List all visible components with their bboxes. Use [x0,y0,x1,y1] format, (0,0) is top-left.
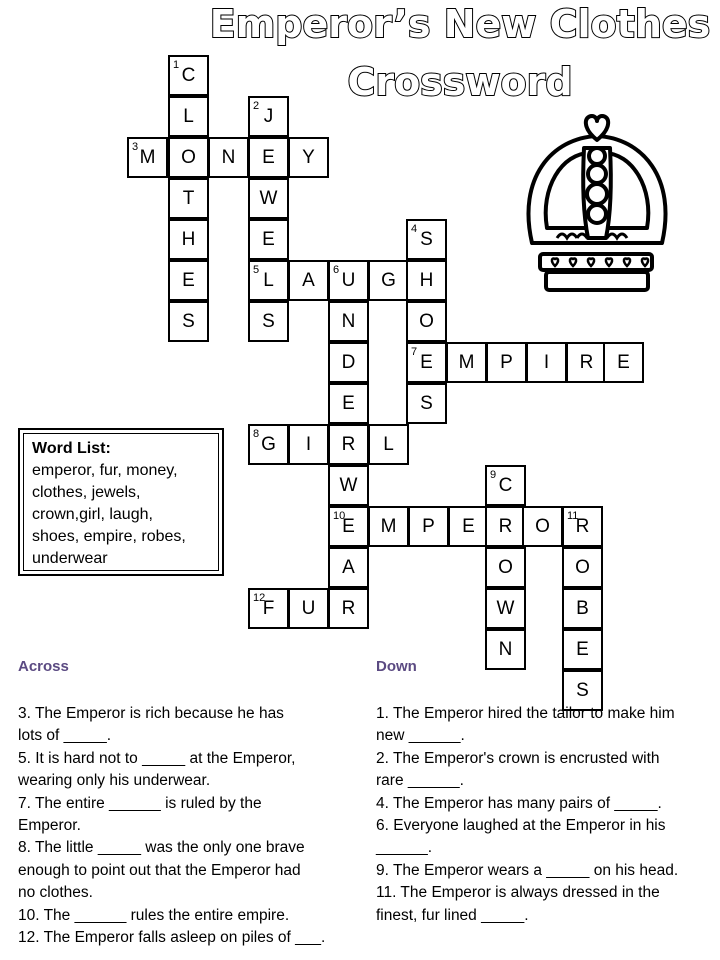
word-list-line: emperor, fur, money, [32,462,178,479]
across-clues [18,703,325,949]
crown-icon [522,108,672,300]
grid-cell-letter: S [262,310,275,332]
grid-cell-letter: L [383,433,394,455]
grid-cell [408,506,449,547]
grid-cell-letter: O [419,310,434,332]
grid-cell-letter: R [575,515,590,537]
down-clue-line: rare ______. [376,772,464,790]
grid-cell [566,342,607,383]
grid-cell [406,260,447,301]
grid-cell [168,96,209,137]
across-clue-line: 5. It is hard not to _____ at the Emperor, [18,749,296,767]
grid-cell [522,506,563,547]
grid-cell-letter: N [341,310,356,332]
grid-cell [248,137,289,178]
down-clue-line: 9. The Emperor wears a _____ on his head. [376,861,679,879]
across-clue-line: enough to point out that the Emperor had [18,861,301,879]
grid-cell [288,588,329,629]
grid-cell [368,506,409,547]
grid-cell [406,219,447,260]
grid-cell-letter: L [183,105,194,127]
across-clue-line: no clothes. [18,884,93,902]
grid-cell [485,629,526,670]
grid-cell-letter: S [420,392,433,414]
grid-cell [406,301,447,342]
grid-cell-letter: F [262,597,275,619]
grid-cell [168,137,209,178]
down-clue-line: 1. The Emperor hired the tailor to make him [376,705,675,722]
across-clue-line: 7. The entire ______ is ruled by the [18,794,262,812]
grid-cell-letter: I [305,433,312,455]
grid-cell-letter: C [181,64,196,86]
grid-cell-letter: E [420,351,433,373]
grid-cell-letter: R [579,351,594,373]
grid-cell [328,506,369,547]
grid-cell-letter: S [420,228,433,250]
grid-cell-letter: E [342,515,355,537]
word-list-line: underwear [32,550,108,567]
grid-cell [406,383,447,424]
grid-cell-letter: N [221,146,236,168]
grid-cell-number: 8 [253,428,260,440]
grid-cell [328,383,369,424]
grid-cell [562,547,603,588]
grid-cell [248,424,289,465]
grid-cell [328,547,369,588]
grid-cell-letter: W [339,474,358,496]
grid-cell-letter: T [182,187,195,209]
grid-cell [562,506,603,547]
grid-cell-number: 10 [333,510,346,522]
grid-cell-number: 3 [132,141,139,153]
grid-cell-letter: O [181,146,196,168]
grid-cell-letter: R [341,597,356,619]
grid-cell-letter: W [259,187,278,209]
grid-cell [127,137,168,178]
grid-cell-letter: S [182,310,195,332]
grid-cell [368,424,409,465]
grid-cell-number: 7 [411,346,418,358]
down-clue-line: 6. Everyone laughed at the Emperor in his [376,817,666,835]
grid-cell-letter: Y [302,146,315,168]
grid-cell-letter: E [262,228,275,250]
grid-cell [168,178,209,219]
grid-cell [288,137,329,178]
grid-cell-letter: E [262,146,275,168]
across-clue-line: wearing only his underwear. [18,772,211,790]
grid-cell [248,301,289,342]
grid-cell-letter: W [496,597,515,619]
across-clue-line: 3. The Emperor is rich because he has [18,705,284,722]
down-heading: Down [376,658,417,675]
grid-cell [485,506,526,547]
down-clue-line: finest, fur lined _____. [376,906,529,924]
word-list-line: crown,girl, laugh, [32,506,153,523]
down-clue-line: new ______. [376,727,465,745]
grid-cell-letter: B [576,597,589,619]
grid-cell [168,219,209,260]
grid-cell-letter: R [498,515,513,537]
grid-cell [603,342,644,383]
across-clue-line: Emperor. [18,817,81,835]
across-clue-line: 8. The little _____ was the only one brave [18,839,305,857]
grid-cell [248,260,289,301]
grid-cell [448,506,489,547]
grid-cell-letter: H [181,228,196,250]
word-list-line: clothes, jewels, [32,484,141,501]
grid-cell [368,260,409,301]
grid-cell-letter: E [576,638,589,660]
down-clue-line: ______. [376,839,433,857]
grid-cell-letter: S [576,679,589,701]
grid-cell-letter: A [302,269,315,291]
title-line-1: Emperor’s New Clothes [209,2,711,46]
grid-cell-letter: A [342,556,355,578]
grid-cell [208,137,249,178]
grid-cell-letter: E [182,269,195,291]
across-heading: Across [18,658,69,675]
grid-cell-letter: P [422,515,435,537]
grid-cell-letter: H [419,269,434,291]
grid-cell [562,588,603,629]
across-clue-line: 10. The ______ rules the entire empire. [18,906,290,924]
grid-cell-letter: C [498,474,513,496]
grid-cell-letter: N [498,638,513,660]
grid-cell-letter: O [575,556,590,578]
grid-cell-letter: M [139,146,156,168]
grid-cell-letter: M [380,515,397,537]
grid-cell [248,219,289,260]
grid-cell-letter: D [341,351,356,373]
grid-cell-letter: I [543,351,550,373]
grid-cell-letter: O [498,556,513,578]
down-clue-line: 2. The Emperor's crown is encrusted with [376,749,660,767]
grid-cell [248,588,289,629]
grid-cell-number: 12 [253,592,266,604]
grid-cell [248,178,289,219]
title-line-2: Crossword [347,60,573,104]
grid-cell-letter: U [341,269,356,291]
grid-cell [485,465,526,506]
grid-cell [248,96,289,137]
grid-cell [562,629,603,670]
down-clues [376,703,678,927]
grid-cell-number: 4 [411,223,418,235]
grid-cell-number: 9 [490,469,497,481]
grid-cell-letter: U [301,597,316,619]
grid-cell [485,588,526,629]
grid-cell-letter: G [261,433,276,455]
grid-cell [328,342,369,383]
grid-cell [526,342,567,383]
word-list-line: shoes, empire, robes, [32,528,186,545]
grid-cell-letter: E [617,351,630,373]
grid-cell-number: 2 [253,100,260,112]
grid-cell-letter: M [458,351,475,373]
down-clue-line: 11. The Emperor is always dressed in the [376,884,660,902]
grid-cell-letter: R [341,433,356,455]
grid-cell-number: 6 [333,264,340,276]
grid-cell-letter: G [381,269,396,291]
grid-cell [328,301,369,342]
grid-cell [168,55,209,96]
grid-cell-letter: P [500,351,513,373]
word-list-box [18,428,224,576]
grid-cell [446,342,487,383]
grid-cell-letter: E [462,515,475,537]
grid-cell-letter: J [263,105,274,127]
grid-cell [406,342,447,383]
grid-cell-letter: O [535,515,550,537]
grid-cell-number: 1 [173,59,180,71]
down-clue-line: 4. The Emperor has many pairs of _____. [376,794,662,812]
grid-cell-number: 11 [567,510,579,522]
across-clue-line: lots of _____. [18,727,112,745]
grid-cell [328,588,369,629]
grid-cell [328,424,369,465]
grid-cell-number: 5 [253,264,260,276]
grid-cell [168,301,209,342]
grid-cell [485,547,526,588]
grid-cell-letter: L [263,269,274,291]
grid-cell [328,465,369,506]
grid-cell [168,260,209,301]
grid-cell-letter: E [342,392,355,414]
grid-cell [328,260,369,301]
grid-cell [486,342,527,383]
word-list-title: Word List: [32,440,111,457]
grid-cell [288,260,329,301]
across-clue-line: 12. The Emperor falls asleep on piles of ___. [18,929,326,947]
grid-cell [288,424,329,465]
